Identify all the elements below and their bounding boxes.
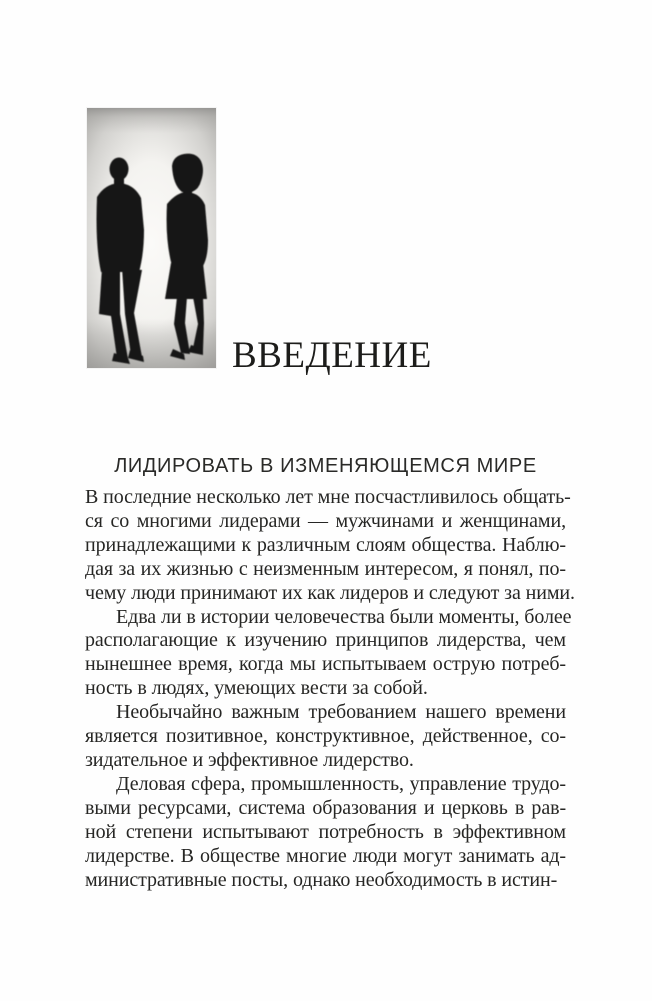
chapter-photo (87, 108, 216, 368)
body-line: Деловая сфера, промышленность, управление трудо- (116, 772, 566, 795)
body-line: располагающие к изучению принципов лидерства, чем (85, 629, 566, 652)
body-line: принадлежащими к различным слоям общества. Наблю- (85, 533, 566, 556)
body-line: ность в людях, умеющих вести за собой. (85, 677, 428, 700)
body-line: дая за их жизнью с неизменным интересом, я понял, по- (85, 557, 566, 580)
body-line: ся со многими лидерами — мужчинами и женщинами, (85, 509, 566, 532)
body-line: В последние несколько лет мне посчастливилось общать- (85, 486, 571, 508)
two-silhouettes-walking-image (87, 108, 216, 368)
paragraph (85, 605, 572, 702)
body-line: зидательное и эффективное лидерство. (85, 748, 414, 771)
body-line: ной степени испытывают потребность в эффективном (85, 820, 566, 843)
body-line: выми ресурсами, система образования и церковь в рав- (85, 796, 566, 819)
body-line: чему люди принимают их как лидеров и следуют за ними. (85, 581, 575, 604)
text-column (85, 454, 575, 892)
body-text (85, 486, 575, 892)
paragraph (85, 701, 566, 773)
body-line: Едва ли в истории человечества были моменты, более (116, 605, 572, 628)
body-line: Необычайно важным требованием нашего времени (116, 701, 566, 724)
body-line: является позитивное, конструктивное, действенное, со- (85, 725, 566, 748)
paragraph (85, 773, 566, 893)
section-heading: ЛИДИРОВАТЬ В ИЗМЕНЯЮЩЕМСЯ МИРЕ (114, 455, 537, 477)
body-line: нынешнее время, когда мы испытываем острую потреб- (85, 653, 566, 676)
paragraph (85, 486, 575, 606)
chapter-title: ВВЕДЕНИЕ (232, 335, 432, 376)
body-line: лидерстве. В обществе многие люди могут занимать ад- (85, 844, 566, 867)
body-line: министративные посты, однако необходимость в истин- (85, 868, 558, 891)
